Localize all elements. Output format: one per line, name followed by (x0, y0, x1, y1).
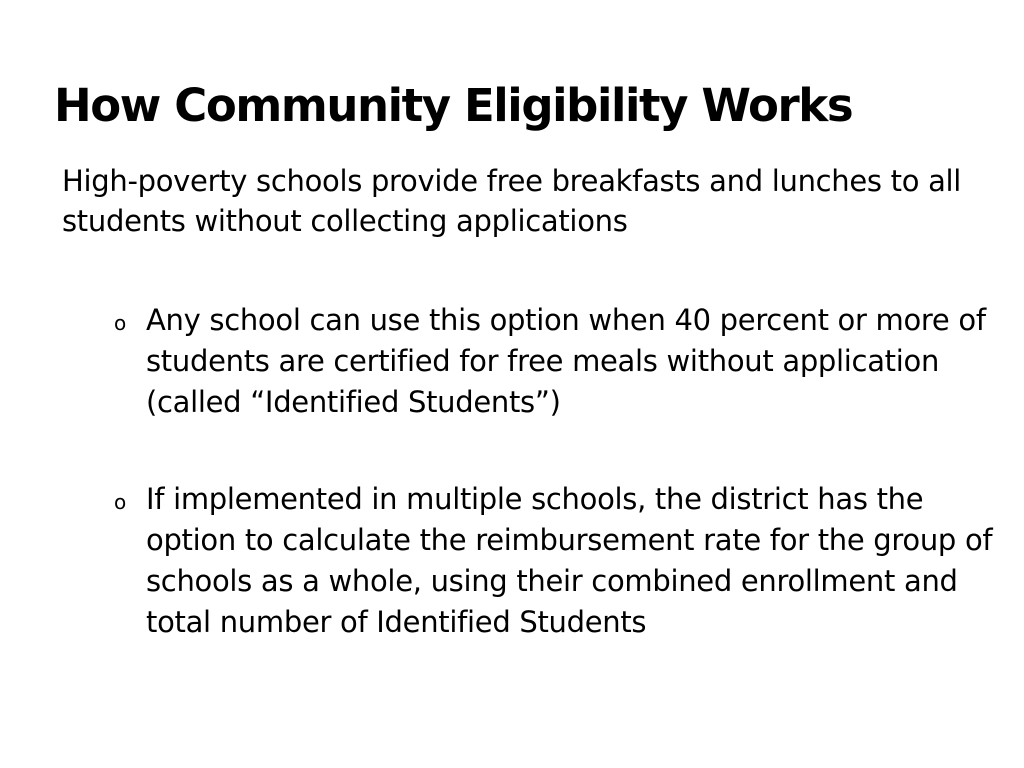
bullet-text: Any school can use this option when 40 percent or more of students are certified for free meals without application (called “Identified Students”) (146, 303, 986, 419)
bullet-item-threshold (110, 300, 1010, 423)
bullet-marker: o (114, 311, 126, 335)
bullet-marker: o (114, 490, 126, 514)
intro-text: High-poverty schools provide free breakfasts and lunches to all students without collecting applications (62, 164, 962, 238)
bullet-list (110, 300, 1010, 643)
bullet-item-district-grouping (110, 479, 1010, 643)
bullet-text: If implemented in multiple schools, the district has the option to calculate the reimbursement rate for the group of schools as a whole, using their combined enrollment and total number of Identified Students (146, 482, 993, 639)
slide-title: How Community Eligibility Works (54, 79, 853, 132)
